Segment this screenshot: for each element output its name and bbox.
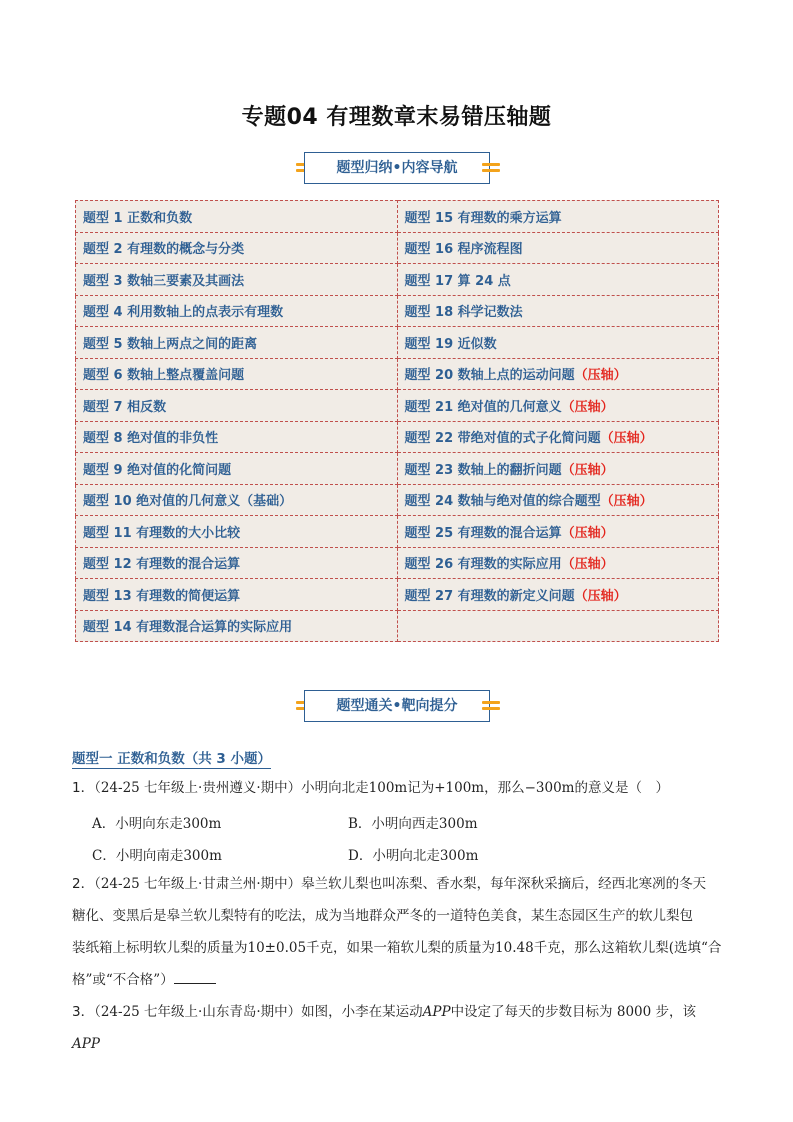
nav-item-label: 题型 26 有理数的实际应用 — [404, 557, 562, 573]
nav-item-label: 题型 3 数轴三要素及其画法 — [83, 273, 245, 289]
nav-item-tag: （压轴） — [600, 431, 653, 447]
section-banner-navigation — [296, 152, 500, 186]
nav-row — [76, 232, 719, 264]
nav-item-left[interactable] — [76, 264, 398, 296]
nav-item-label: 题型 8 绝对值的非负性 — [83, 431, 219, 447]
question-number: 2． — [72, 876, 95, 892]
page-title: 专题04 有理数章末易错压轴题 — [241, 105, 552, 130]
banner-label: 题型通关•靶向提分 — [304, 690, 490, 722]
nav-row — [76, 295, 719, 327]
nav-item-label: 题型 24 数轴与绝对值的综合题型 — [404, 494, 601, 510]
question-2-line-2: 糖化、变黑后是皋兰软儿梨特有的吃法，成为当地群众严冬的一道特色美食，某生态园区生产的软儿梨包 — [72, 908, 693, 924]
section-heading-type-1: 题型一 正数和负数（共 3 小题） — [72, 747, 271, 769]
nav-item-label: 题型 12 有理数的混合运算 — [83, 557, 241, 573]
nav-item-label: 题型 18 科学记数法 — [404, 305, 523, 321]
nav-row — [76, 421, 719, 453]
nav-item-left[interactable] — [76, 201, 398, 233]
nav-row — [76, 484, 719, 516]
nav-item-tag: （压轴） — [561, 557, 614, 573]
nav-item-right[interactable] — [397, 453, 719, 485]
option-b: B．小明向西走300m — [348, 816, 478, 832]
nav-item-label: 题型 4 利用数轴上的点表示有理数 — [83, 305, 284, 321]
nav-item-left[interactable] — [76, 327, 398, 359]
nav-item-tag: （压轴） — [574, 588, 627, 604]
nav-item-right[interactable] — [397, 390, 719, 422]
nav-item-label: 题型 16 程序流程图 — [404, 242, 523, 258]
nav-item-right[interactable] — [397, 295, 719, 327]
question-text-line-1: （24-25 七年级上·甘肃兰州·期中）皋兰软儿梨也叫冻梨、香水梨，每年深秋采摘后，经西北寒冽的冬天 — [94, 876, 707, 892]
nav-item-right[interactable] — [397, 421, 719, 453]
nav-item-label: 题型 5 数轴上两点之间的距离 — [83, 336, 258, 352]
nav-item-label: 题型 21 绝对值的几何意义 — [404, 399, 562, 415]
app-term: APP — [422, 1004, 451, 1020]
nav-item-label: 题型 23 数轴上的翻折问题 — [404, 462, 562, 478]
nav-item-left[interactable] — [76, 295, 398, 327]
nav-item-label: 题型 19 近似数 — [404, 336, 497, 352]
nav-item-tag: （压轴） — [561, 462, 614, 478]
nav-item-left[interactable] — [76, 358, 398, 390]
nav-row — [76, 327, 719, 359]
nav-item-right[interactable] — [397, 484, 719, 516]
nav-item-tag: （压轴） — [574, 368, 627, 384]
nav-row — [76, 579, 719, 611]
answer-blank[interactable] — [174, 969, 216, 984]
nav-row — [76, 358, 719, 390]
nav-item-right[interactable] — [397, 264, 719, 296]
nav-item-label: 题型 13 有理数的简便运算 — [83, 588, 241, 604]
nav-item-right[interactable] — [397, 579, 719, 611]
nav-item-label: 题型 7 相反数 — [83, 399, 167, 415]
nav-item-label: 题型 1 正数和负数 — [83, 210, 193, 226]
nav-item-left[interactable] — [76, 610, 398, 642]
nav-item-left[interactable] — [76, 516, 398, 548]
question-text: （24-25 七年级上·贵州遵义·期中）小明向北走100m记为+100m，那么−300m的意义是（ ） — [94, 780, 669, 796]
question-1 — [72, 772, 722, 804]
nav-row — [76, 453, 719, 485]
nav-row — [76, 610, 719, 642]
nav-item-tag: （压轴） — [600, 494, 653, 510]
nav-item-right[interactable] — [397, 547, 719, 579]
nav-item-label: 题型 25 有理数的混合运算 — [404, 525, 562, 541]
nav-row — [76, 390, 719, 422]
nav-item-left[interactable] — [76, 579, 398, 611]
nav-item-left[interactable] — [76, 547, 398, 579]
question-text-line-4: 格”或“不合格”） — [72, 972, 174, 988]
nav-item-tag: （压轴） — [561, 399, 614, 415]
nav-row — [76, 264, 719, 296]
nav-item-label: 题型 22 带绝对值的式子化简问题 — [404, 431, 601, 447]
banner-right-deco-icon — [482, 160, 500, 176]
nav-item-label: 题型 27 有理数的新定义问题 — [404, 588, 575, 604]
nav-item-label: 题型 2 有理数的概念与分类 — [83, 242, 245, 258]
nav-item-right[interactable] — [397, 610, 719, 642]
app-term: APP — [72, 1036, 100, 1052]
nav-item-right[interactable] — [397, 358, 719, 390]
question-2-line-4 — [72, 964, 722, 996]
nav-item-left[interactable] — [76, 232, 398, 264]
nav-item-label: 题型 9 绝对值的化简问题 — [83, 462, 232, 478]
nav-item-label: 题型 11 有理数的大小比较 — [83, 525, 241, 541]
nav-item-left[interactable] — [76, 390, 398, 422]
nav-item-label: 题型 10 绝对值的几何意义（基础） — [83, 494, 293, 510]
nav-row — [76, 201, 719, 233]
banner-right-deco-icon — [482, 698, 500, 714]
nav-item-left[interactable] — [76, 453, 398, 485]
nav-item-label: 题型 14 有理数混合运算的实际应用 — [83, 620, 293, 636]
topic-navigation-table — [75, 200, 719, 642]
question-2 — [72, 868, 722, 900]
question-2-line-3: 装纸箱上标明软儿梨的质量为10±0.05千克，如果一箱软儿梨的质量为10.48千克，那么这箱软儿梨(选填“合 — [72, 940, 722, 956]
nav-row — [76, 516, 719, 548]
nav-item-right[interactable] — [397, 201, 719, 233]
nav-item-label: 题型 15 有理数的乘方运算 — [404, 210, 562, 226]
nav-item-right[interactable] — [397, 327, 719, 359]
question-number: 3． — [72, 1004, 95, 1020]
question-number: 1． — [72, 780, 95, 796]
nav-item-tag: （压轴） — [561, 525, 614, 541]
question-text-a: （24-25 七年级上·山东青岛·期中）如图，小李在某运动 — [94, 1004, 423, 1020]
nav-item-left[interactable] — [76, 484, 398, 516]
option-c: C．小明向南走300m — [92, 848, 222, 864]
nav-item-right[interactable] — [397, 516, 719, 548]
nav-item-label: 题型 20 数轴上点的运动问题 — [404, 368, 575, 384]
nav-item-left[interactable] — [76, 421, 398, 453]
nav-item-label: 题型 6 数轴上整点覆盖问题 — [83, 368, 245, 384]
banner-label: 题型归纳•内容导航 — [304, 152, 490, 184]
nav-item-label: 题型 17 算 24 点 — [404, 273, 511, 289]
option-a: A．小明向东走300m — [92, 816, 222, 832]
nav-row — [76, 547, 719, 579]
section-banner-practice — [296, 690, 500, 724]
question-text-b: 中设定了每天的步数目标为 8000 步，该 — [450, 1004, 697, 1020]
nav-item-right[interactable] — [397, 232, 719, 264]
question-3 — [72, 996, 722, 1060]
option-d: D．小明向北走300m — [348, 848, 479, 864]
